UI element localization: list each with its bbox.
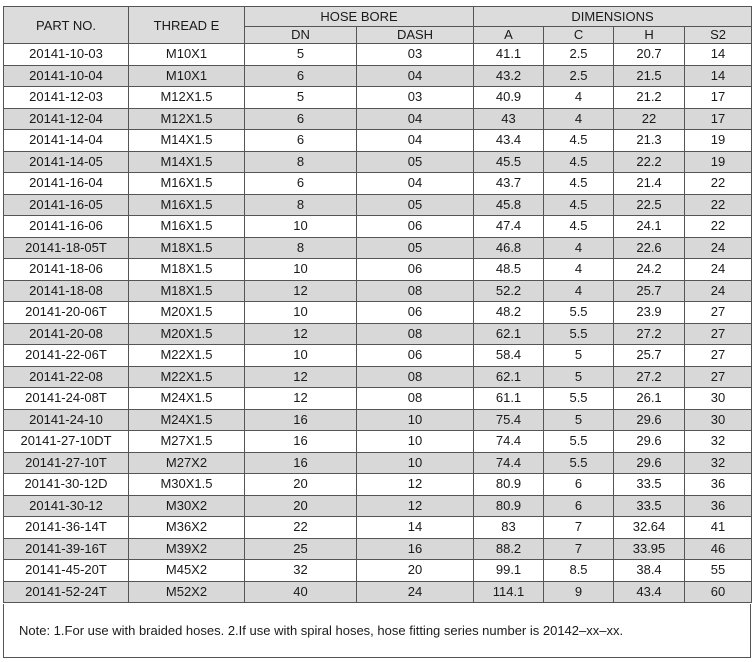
table-row [4,237,752,259]
table-row [4,173,752,195]
table-row [4,302,752,324]
table-row [4,560,752,582]
cell-dn: 8 [245,194,357,216]
cell-dn: 5 [245,44,357,66]
cell-h: 29.6 [614,431,685,453]
cell-part-no: 20141-14-05 [4,151,129,173]
cell-h: 22.2 [614,151,685,173]
cell-dn: 10 [245,302,357,324]
cell-s2: 22 [685,173,752,195]
cell-s2: 24 [685,237,752,259]
cell-dn: 10 [245,259,357,281]
table-body [4,44,752,603]
cell-c: 4.5 [544,130,614,152]
cell-part-no: 20141-24-08T [4,388,129,410]
table-row [4,538,752,560]
cell-h: 29.6 [614,452,685,474]
cell-part-no: 20141-12-04 [4,108,129,130]
header-s2: S2 [685,27,752,44]
cell-thread: M14X1.5 [129,151,245,173]
cell-h: 27.2 [614,323,685,345]
cell-thread: M24X1.5 [129,388,245,410]
cell-dn: 10 [245,345,357,367]
cell-a: 43 [474,108,544,130]
header-h: H [614,27,685,44]
cell-a: 99.1 [474,560,544,582]
cell-h: 29.6 [614,409,685,431]
cell-s2: 27 [685,323,752,345]
cell-part-no: 20141-18-06 [4,259,129,281]
cell-dn: 6 [245,65,357,87]
cell-thread: M52X2 [129,581,245,603]
cell-dash: 04 [357,130,474,152]
cell-s2: 24 [685,280,752,302]
cell-c: 7 [544,517,614,539]
table-row [4,280,752,302]
cell-part-no: 20141-30-12 [4,495,129,517]
cell-part-no: 20141-18-08 [4,280,129,302]
cell-a: 43.2 [474,65,544,87]
cell-s2: 36 [685,474,752,496]
cell-dash: 20 [357,560,474,582]
cell-dn: 12 [245,280,357,302]
cell-h: 33.95 [614,538,685,560]
cell-h: 21.2 [614,87,685,109]
cell-h: 38.4 [614,560,685,582]
table-row [4,581,752,603]
cell-dn: 5 [245,87,357,109]
cell-c: 5.5 [544,323,614,345]
cell-c: 5 [544,345,614,367]
cell-s2: 24 [685,259,752,281]
cell-dn: 20 [245,474,357,496]
table-row [4,388,752,410]
cell-c: 4 [544,237,614,259]
cell-dash: 05 [357,194,474,216]
cell-dn: 16 [245,452,357,474]
cell-s2: 27 [685,366,752,388]
cell-a: 62.1 [474,366,544,388]
cell-c: 4 [544,87,614,109]
footnote: Note: 1.For use with braided hoses. 2.If use with spiral hoses, hose fitting series number is 20142–xx–xx. [3,604,751,658]
cell-a: 46.8 [474,237,544,259]
cell-s2: 46 [685,538,752,560]
cell-part-no: 20141-22-08 [4,366,129,388]
cell-thread: M20X1.5 [129,323,245,345]
cell-part-no: 20141-36-14T [4,517,129,539]
table-row [4,517,752,539]
cell-s2: 30 [685,409,752,431]
cell-a: 52.2 [474,280,544,302]
cell-dash: 03 [357,87,474,109]
cell-thread: M14X1.5 [129,130,245,152]
cell-thread: M30X1.5 [129,474,245,496]
cell-part-no: 20141-27-10T [4,452,129,474]
table-row [4,409,752,431]
fitting-spec-table [3,6,752,603]
cell-dn: 8 [245,237,357,259]
cell-thread: M16X1.5 [129,173,245,195]
cell-dash: 24 [357,581,474,603]
cell-part-no: 20141-16-06 [4,216,129,238]
cell-thread: M22X1.5 [129,345,245,367]
cell-s2: 19 [685,130,752,152]
cell-h: 22.6 [614,237,685,259]
cell-thread: M16X1.5 [129,194,245,216]
table-row [4,87,752,109]
header-dn: DN [245,27,357,44]
cell-s2: 22 [685,216,752,238]
cell-s2: 55 [685,560,752,582]
cell-h: 25.7 [614,345,685,367]
cell-dash: 06 [357,302,474,324]
cell-s2: 17 [685,87,752,109]
cell-part-no: 20141-22-06T [4,345,129,367]
cell-a: 80.9 [474,474,544,496]
table-row [4,108,752,130]
cell-a: 40.9 [474,87,544,109]
cell-a: 80.9 [474,495,544,517]
cell-c: 4 [544,259,614,281]
cell-s2: 36 [685,495,752,517]
cell-dn: 12 [245,366,357,388]
cell-a: 47.4 [474,216,544,238]
cell-a: 62.1 [474,323,544,345]
cell-thread: M27X1.5 [129,431,245,453]
cell-a: 45.8 [474,194,544,216]
cell-thread: M12X1.5 [129,87,245,109]
cell-thread: M30X2 [129,495,245,517]
cell-c: 9 [544,581,614,603]
cell-thread: M24X1.5 [129,409,245,431]
cell-thread: M18X1.5 [129,259,245,281]
cell-dash: 10 [357,409,474,431]
cell-dn: 6 [245,173,357,195]
cell-a: 88.2 [474,538,544,560]
cell-thread: M18X1.5 [129,280,245,302]
cell-c: 5.5 [544,431,614,453]
cell-dash: 10 [357,452,474,474]
cell-c: 4.5 [544,151,614,173]
cell-part-no: 20141-14-04 [4,130,129,152]
cell-c: 8.5 [544,560,614,582]
cell-a: 43.7 [474,173,544,195]
cell-thread: M45X2 [129,560,245,582]
cell-h: 26.1 [614,388,685,410]
cell-dash: 03 [357,44,474,66]
cell-c: 2.5 [544,65,614,87]
cell-c: 4.5 [544,173,614,195]
cell-h: 24.1 [614,216,685,238]
cell-c: 7 [544,538,614,560]
cell-thread: M27X2 [129,452,245,474]
cell-c: 6 [544,474,614,496]
table-row [4,259,752,281]
cell-a: 48.2 [474,302,544,324]
cell-c: 4 [544,280,614,302]
cell-h: 21.3 [614,130,685,152]
cell-c: 5 [544,409,614,431]
cell-a: 48.5 [474,259,544,281]
cell-thread: M39X2 [129,538,245,560]
cell-s2: 32 [685,431,752,453]
cell-dash: 14 [357,517,474,539]
table-row [4,44,752,66]
table-row [4,345,752,367]
cell-dash: 12 [357,495,474,517]
table-row [4,474,752,496]
cell-thread: M10X1 [129,44,245,66]
cell-a: 61.1 [474,388,544,410]
table-row [4,65,752,87]
cell-dn: 40 [245,581,357,603]
cell-thread: M36X2 [129,517,245,539]
cell-a: 58.4 [474,345,544,367]
cell-dn: 22 [245,517,357,539]
cell-part-no: 20141-20-06T [4,302,129,324]
table-row [4,194,752,216]
cell-part-no: 20141-27-10DT [4,431,129,453]
cell-thread: M10X1 [129,65,245,87]
cell-part-no: 20141-16-05 [4,194,129,216]
cell-part-no: 20141-18-05T [4,237,129,259]
table-row [4,366,752,388]
cell-dash: 16 [357,538,474,560]
cell-part-no: 20141-45-20T [4,560,129,582]
cell-dash: 12 [357,474,474,496]
cell-a: 74.4 [474,452,544,474]
cell-s2: 60 [685,581,752,603]
cell-dash: 04 [357,108,474,130]
cell-a: 114.1 [474,581,544,603]
cell-c: 4.5 [544,216,614,238]
cell-s2: 22 [685,194,752,216]
cell-dash: 08 [357,366,474,388]
cell-a: 43.4 [474,130,544,152]
cell-h: 32.64 [614,517,685,539]
cell-h: 25.7 [614,280,685,302]
cell-dash: 06 [357,216,474,238]
cell-a: 45.5 [474,151,544,173]
header-dash: DASH [357,27,474,44]
cell-dash: 08 [357,388,474,410]
cell-h: 27.2 [614,366,685,388]
header-hose-bore: HOSE BORE [245,7,474,27]
cell-dash: 06 [357,345,474,367]
cell-part-no: 20141-16-04 [4,173,129,195]
cell-h: 43.4 [614,581,685,603]
cell-h: 21.4 [614,173,685,195]
table-row [4,151,752,173]
cell-c: 6 [544,495,614,517]
cell-dash: 04 [357,65,474,87]
cell-dn: 6 [245,130,357,152]
cell-part-no: 20141-24-10 [4,409,129,431]
cell-s2: 32 [685,452,752,474]
cell-part-no: 20141-39-16T [4,538,129,560]
cell-h: 33.5 [614,474,685,496]
cell-part-no: 20141-10-04 [4,65,129,87]
cell-dash: 08 [357,280,474,302]
table-row [4,130,752,152]
table-row [4,216,752,238]
cell-h: 20.7 [614,44,685,66]
cell-s2: 30 [685,388,752,410]
cell-a: 83 [474,517,544,539]
cell-h: 21.5 [614,65,685,87]
table-row [4,431,752,453]
cell-s2: 14 [685,65,752,87]
cell-dash: 06 [357,259,474,281]
header-thread: THREAD E [129,7,245,44]
cell-dn: 12 [245,323,357,345]
cell-part-no: 20141-52-24T [4,581,129,603]
cell-h: 33.5 [614,495,685,517]
cell-part-no: 20141-10-03 [4,44,129,66]
cell-dn: 25 [245,538,357,560]
cell-dash: 10 [357,431,474,453]
cell-c: 5.5 [544,452,614,474]
cell-c: 5.5 [544,302,614,324]
table-row [4,323,752,345]
cell-thread: M16X1.5 [129,216,245,238]
cell-dn: 16 [245,431,357,453]
cell-dn: 10 [245,216,357,238]
cell-s2: 27 [685,345,752,367]
cell-s2: 27 [685,302,752,324]
cell-c: 2.5 [544,44,614,66]
cell-dn: 8 [245,151,357,173]
cell-h: 23.9 [614,302,685,324]
cell-c: 4.5 [544,194,614,216]
cell-part-no: 20141-30-12D [4,474,129,496]
cell-dn: 16 [245,409,357,431]
cell-thread: M12X1.5 [129,108,245,130]
cell-s2: 41 [685,517,752,539]
header-dimensions: DIMENSIONS [474,7,752,27]
cell-c: 4 [544,108,614,130]
cell-c: 5.5 [544,388,614,410]
cell-dn: 20 [245,495,357,517]
cell-part-no: 20141-20-08 [4,323,129,345]
cell-h: 22.5 [614,194,685,216]
cell-a: 74.4 [474,431,544,453]
cell-dash: 08 [357,323,474,345]
cell-dn: 32 [245,560,357,582]
table-row [4,495,752,517]
cell-a: 75.4 [474,409,544,431]
cell-thread: M22X1.5 [129,366,245,388]
cell-s2: 19 [685,151,752,173]
cell-thread: M18X1.5 [129,237,245,259]
cell-c: 5 [544,366,614,388]
cell-a: 41.1 [474,44,544,66]
cell-dash: 05 [357,151,474,173]
cell-thread: M20X1.5 [129,302,245,324]
cell-s2: 17 [685,108,752,130]
cell-h: 22 [614,108,685,130]
cell-s2: 14 [685,44,752,66]
cell-dash: 05 [357,237,474,259]
cell-dn: 12 [245,388,357,410]
cell-h: 24.2 [614,259,685,281]
cell-dn: 6 [245,108,357,130]
cell-dash: 04 [357,173,474,195]
table-row [4,452,752,474]
cell-part-no: 20141-12-03 [4,87,129,109]
header-c: C [544,27,614,44]
header-part-no: PART NO. [4,7,129,44]
header-a: A [474,27,544,44]
